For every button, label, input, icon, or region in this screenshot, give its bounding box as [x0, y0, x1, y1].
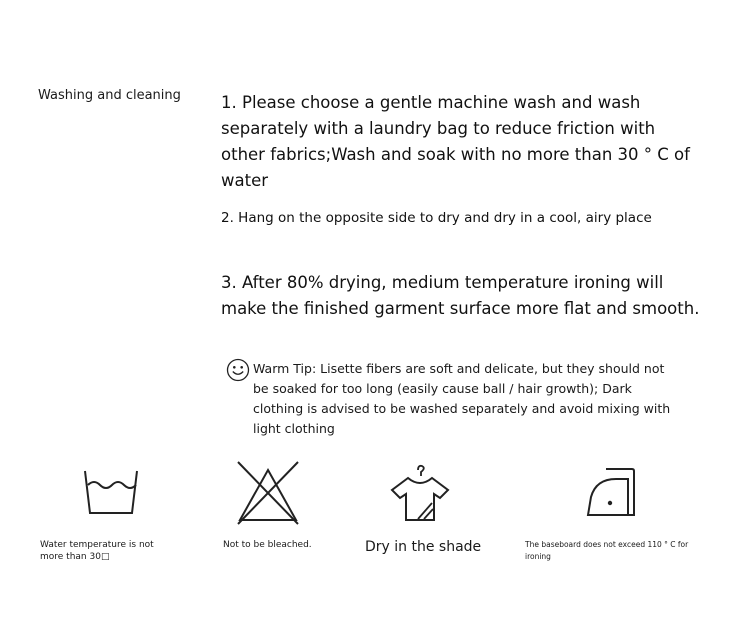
care-label-water: Water temperature is not more than 30□: [40, 540, 154, 562]
care-label-bleach: Not to be bleached.: [223, 540, 312, 550]
no-bleach-icon: [236, 460, 300, 526]
dry-in-shade-icon: [388, 464, 452, 524]
warm-tip-text: Warm Tip: Lisette fibers are soft and delicate, but they should not be soaked for too long (easily cause ball / hair growth); Dark clothing is advised to be washed separately and avoid mixing with light clothing: [253, 361, 671, 436]
instruction-dry: 2. Hang on the opposite side to dry and dry in a cool, airy place: [221, 210, 652, 226]
iron-icon: [586, 467, 638, 519]
care-label-iron: The baseboard does not exceed 110 ° C for ironing: [525, 540, 689, 561]
wash-tub-icon: [82, 467, 140, 517]
instruction-wash: 1. Please choose a gentle machine wash and wash separately with a laundry bag to reduce friction with other fabrics;Wash and soak with no more than 30 ° C of water: [221, 93, 690, 190]
section-title: Washing and cleaning: [38, 88, 181, 103]
smiley-icon: [226, 358, 250, 382]
instruction-iron: 3. After 80% drying, medium temperature ironing will make the finished garment surface more flat and smooth.: [221, 273, 700, 318]
care-label-shade: Dry in the shade: [365, 539, 482, 555]
